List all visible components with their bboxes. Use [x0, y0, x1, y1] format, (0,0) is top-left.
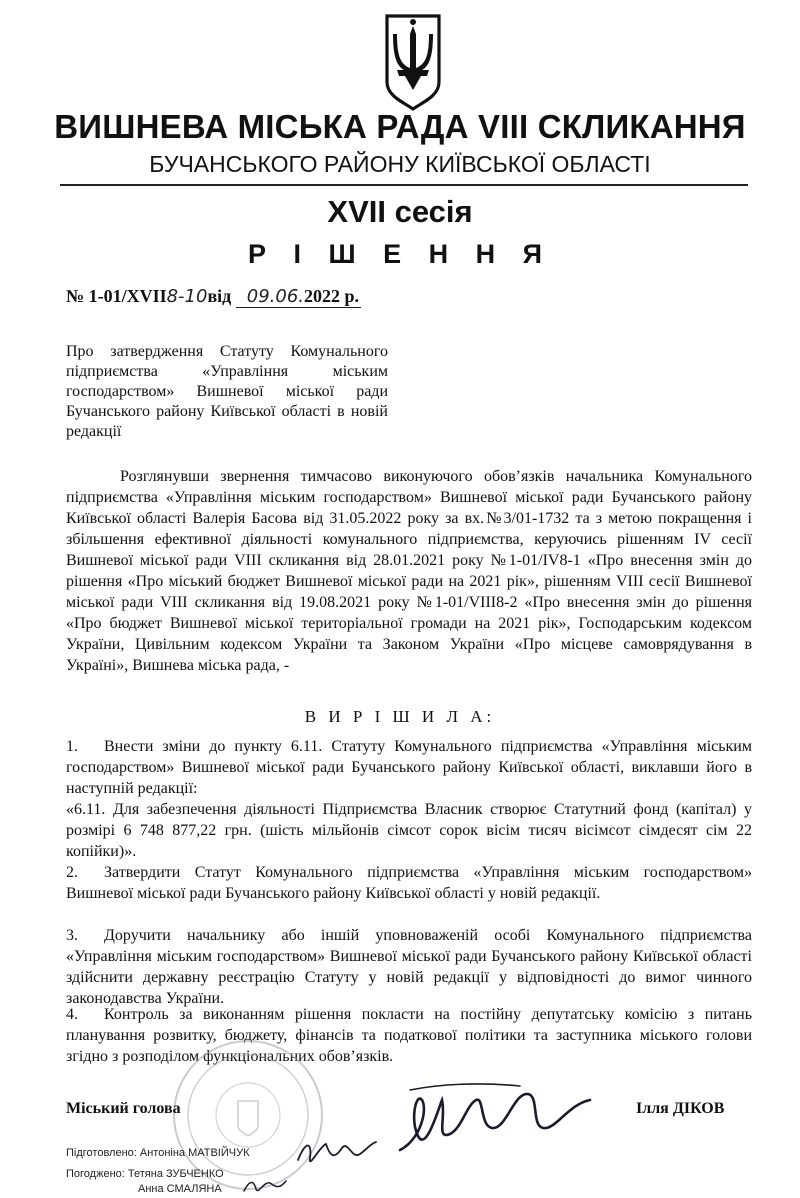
agreed-label: Погоджено:	[66, 1168, 125, 1180]
session-heading: XVII сесія	[327, 194, 473, 229]
item-number: 2.	[66, 864, 78, 881]
agreed-name-1: Тетяна ЗУБЧЕНКО	[127, 1168, 224, 1180]
decision-subject: Про затвердження Статуту Комунального підприємства «Управління міським господарством» Вишневої міської ради Бучанського району Київської області в новій редакції	[66, 343, 388, 440]
item-number: 3.	[66, 927, 78, 944]
decision-item-1-quote	[66, 799, 752, 862]
decision-heading: Р І Ш Е Н Н Я	[247, 239, 553, 269]
mayor-title: Міський голова	[66, 1100, 181, 1117]
trident-emblem-icon	[383, 12, 443, 112]
from-label: від	[207, 286, 232, 306]
decision-date-field	[236, 286, 361, 308]
item-text: Контроль за виконанням рішення покласти на постійну депутатську комісію з питань планування розвитку, бюджету, фінансів та податкової політики та заступника міського голови згідно з розподілом функціональних обов’язків.	[66, 1006, 752, 1065]
decision-year: 2022 р.	[304, 286, 360, 306]
item-text: «6.11. Для забезпечення діяльності Підприємства Власник створює Статутний фонд (капітал) у розмірі 6 748 877,22 грн. (шість мільйонів сімсот сорок вісім тисяч вісімсот сімдесят сім 22 копійки)».	[66, 801, 752, 860]
mayor-name: Ілля ДІКОВ	[636, 1100, 725, 1117]
prepared-line	[66, 1147, 250, 1159]
council-title: ВИШНЕВА МІСЬКА РАДА VIII СКЛИКАННЯ	[54, 108, 746, 145]
item-number: 4.	[66, 1006, 78, 1023]
mayor-signature-icon	[380, 1070, 610, 1165]
item-text: Внести зміни до пункту 6.11. Статуту Комунального підприємства «Управління міським господарством» Вишневої міської ради Бучанського району Київської області, виклавши його в наступній редакції:	[66, 738, 752, 797]
agreed-name-2: Анна СМАЛЯНА	[138, 1183, 222, 1195]
agreed-line	[66, 1168, 224, 1180]
decision-item-3	[66, 925, 752, 1009]
agreed-initials-signature-icon	[240, 1175, 290, 1197]
item-text: Доручити начальнику або іншій уповноваженій особі Комунального підприємства «Управління міським господарством» Вишневої міської ради Бучанського району Київської області здійснити державну реєстрацію Статуту у новій редакції у відповідності до вимог чинного законодавства України.	[66, 927, 752, 1007]
preamble-paragraph: Розглянувши звернення тимчасово виконуючого обов’язків начальника Комунального підприємства «Управління міським господарством» Вишневої міської ради Бучанського району Київської області Валерія Басова від 31.05.2022 року за вх.№3/01-1732 та з метою покращення і збільшення ефективної діяльності комунального підприємства, керуючись рішенням IV сесії Вишневої міської ради VIII скликання від 28.01.2021 року №1-01/IV8-1 «Про внесення змін до рішення «Про міський бюджет Вишневої міської ради на 2021 рік», рішенням VIII сесії Вишневої міської ради VIII скликання від 19.08.2021 року №1-01/VIII8-2 «Про внесення змін до рішення «Про бюджет Вишневої міської територіальної громади на 2021 рік», Господарським кодексом України, Цивільним кодексом України та Законом України «Про місцеве самоврядування в Україні», Вишнева міська рада, -	[66, 468, 752, 674]
item-text: Затвердити Статут Комунального підприємства «Управління міським господарством» Вишневої міської ради Бучанського району Київської області у новій редакції.	[66, 864, 752, 902]
decision-item-2	[66, 862, 752, 904]
resolved-heading: В И Р І Ш И Л А:	[304, 707, 496, 726]
item-number: 1.	[66, 738, 78, 755]
prepared-label: Підготовлено:	[66, 1147, 137, 1159]
prepared-name: Антоніна МАТВІЙЧУК	[139, 1147, 250, 1159]
district-title: БУЧАНСЬКОГО РАЙОНУ КИЇВСЬКОЇ ОБЛАСТІ	[149, 151, 651, 177]
decision-number-prefix: № 1-01/XVII	[66, 286, 167, 306]
decision-number-line	[66, 286, 361, 308]
handwritten-date: 09.06.	[246, 286, 305, 307]
prepared-initials-signature-icon	[290, 1130, 380, 1175]
header-divider	[60, 184, 748, 186]
handwritten-number: 8-10	[166, 286, 208, 307]
decision-item-1	[66, 736, 752, 799]
